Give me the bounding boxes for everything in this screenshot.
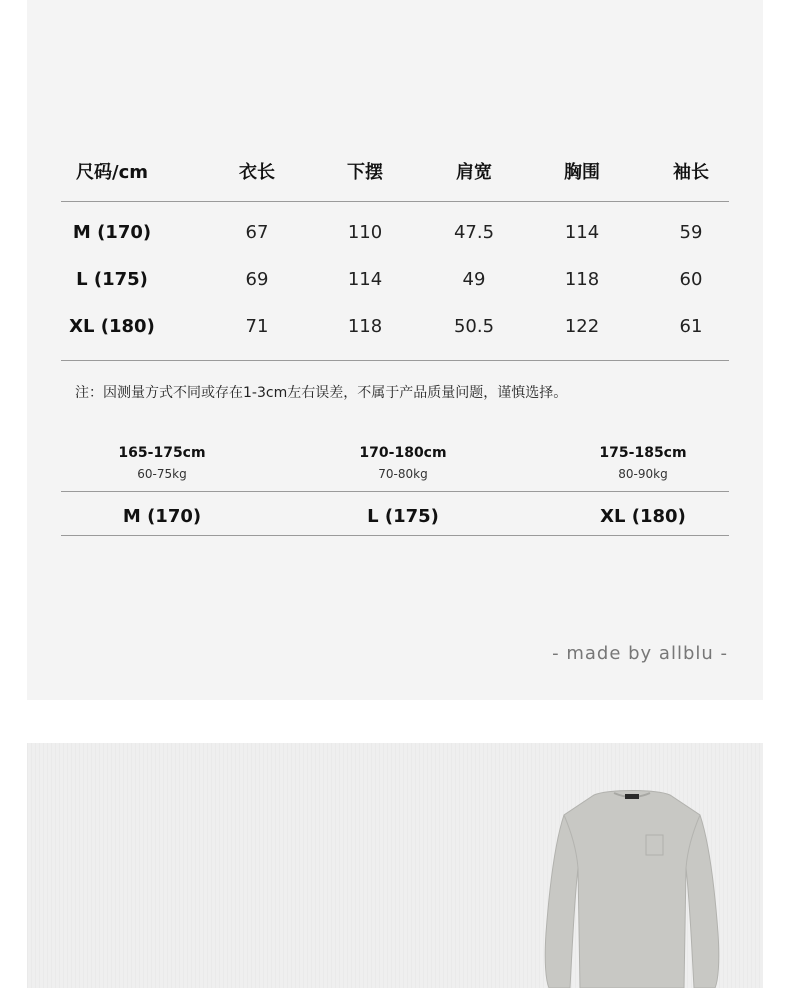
weight-range: 60-75kg xyxy=(137,467,187,481)
table-cell: 60 xyxy=(679,269,703,290)
table-header-row xyxy=(61,158,729,188)
table-cell: 110 xyxy=(347,222,383,243)
table-cell: 118 xyxy=(564,269,600,290)
credit-text: - made by allblu - xyxy=(552,643,728,664)
table-bottom-divider xyxy=(61,360,729,361)
header-divider xyxy=(61,201,729,202)
header-length: 衣长 xyxy=(239,162,275,183)
height-range: 170-180cm xyxy=(359,445,447,461)
size-chart-panel xyxy=(27,0,763,700)
table-cell: 61 xyxy=(679,316,703,337)
size-recommendation xyxy=(61,440,729,540)
recommendation-bottom-divider xyxy=(61,535,729,536)
tshirt-image xyxy=(532,783,732,988)
table-cell: M (170) xyxy=(72,222,152,243)
table-cell: 71 xyxy=(245,316,269,337)
weight-range: 70-80kg xyxy=(378,467,428,481)
table-row xyxy=(61,218,729,248)
table-row xyxy=(61,312,729,342)
weight-range: 80-90kg xyxy=(618,467,668,481)
recommended-size: XL (180) xyxy=(600,506,686,527)
table-cell: 59 xyxy=(679,222,703,243)
header-sleeve: 袖长 xyxy=(673,162,709,183)
table-cell: L (175) xyxy=(76,269,148,290)
recommendation-divider xyxy=(61,491,729,492)
table-cell: 67 xyxy=(245,222,269,243)
product-photo-panel xyxy=(27,743,763,988)
measurement-note: 注：因测量方式不同或存在1-3cm左右误差，不属于产品质量问题，谨慎选择。 xyxy=(75,385,568,401)
header-hem: 下摆 xyxy=(347,162,383,183)
recommendation-column xyxy=(563,440,723,482)
recommended-size: L (175) xyxy=(367,506,439,527)
table-cell: 114 xyxy=(564,222,600,243)
table-cell: 122 xyxy=(564,316,600,337)
height-range: 165-175cm xyxy=(118,445,206,461)
recommendation-column xyxy=(82,440,242,482)
table-cell: 49 xyxy=(462,269,486,290)
header-chest: 胸围 xyxy=(564,162,600,183)
header-shoulder: 肩宽 xyxy=(456,162,492,183)
recommendation-column xyxy=(323,440,483,482)
table-cell: 47.5 xyxy=(453,222,495,243)
height-range: 175-185cm xyxy=(599,445,687,461)
table-cell: 114 xyxy=(347,269,383,290)
table-cell: 118 xyxy=(347,316,383,337)
recommended-size: M (170) xyxy=(122,506,202,527)
table-row xyxy=(61,265,729,295)
table-cell: XL (180) xyxy=(69,316,155,337)
table-cell: 69 xyxy=(245,269,269,290)
header-size: 尺码/cm xyxy=(76,162,148,183)
table-cell: 50.5 xyxy=(453,316,495,337)
